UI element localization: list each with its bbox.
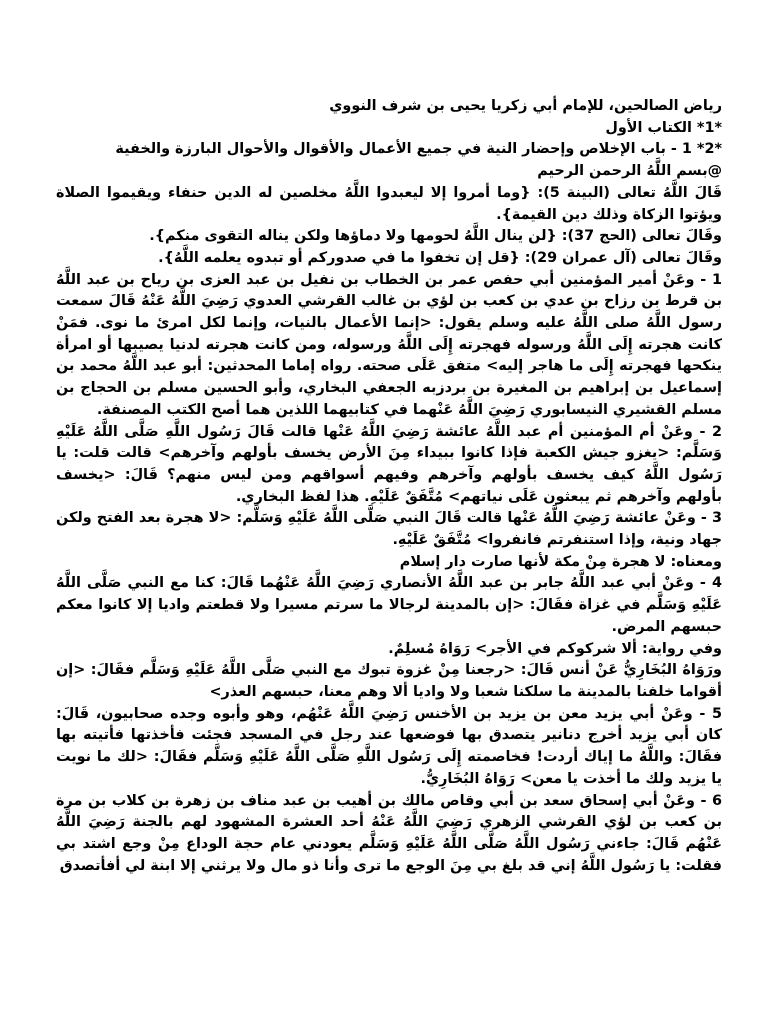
hadith-paragraph: ورَوَاهُ البُخَارِيُّ عَنْ أنس قَالَ: <رجعنا مِنْ غزوة تبوك مع النبي صَلَّى اللَّهُ عَلَيْهِ وَسَلَّم فقَالَ: <إن أقواما خلفنا بالمدينة ما سلكنا شعبا ولا واديا ألا وهم معنا، حبسهم العذر> [56, 662, 722, 700]
book-title-line: رياض الصالحين، للإمام أبي زكريا يحيى بن شرف النووي [329, 98, 722, 114]
hadith-paragraph: 2 - وعَنْ أم المؤمنين أم عبد اللَّهُ عائشة رَضِيَ اللَّهُ عَنْها قالت قَالَ رَسُول اللَّهِ صَلَّى اللَّهُ عَلَيْهِ وَسَلَّم: <يغزو جيش الكعبة فإذا كانوا ببيداء مِنَ الأرض يخسف بأولهم وآخرهم> قالت قلت: يا رَسُول اللَّهُ كيف يخسف بأولهم وآخرهم وفيهم أسواقهم ومن ليس منهم؟ قَالَ: <يخسف بأولهم وآخرهم ثم يبعثون عَلَى نياتهم> مُتَّفَقٌ عَلَيْهِ. هذا لفظ البخاري. [56, 423, 722, 505]
hadith-paragraph: 5 - وعَنْ أبي يزيد معن بن يزيد بن الأخنس رَضِيَ اللَّهُ عَنْهُم، وهو وأبوه وجده صحابيون، قَالَ: كان أبي يزيد أخرج دنانير يتصدق بها فوضعها عند رجل في المسجد فجئت فأخذتها فأتيته بها فقَالَ: واللَّهُ ما إياك أردت! فخاصمته إِلَى رَسُول اللَّهِ صَلَّى اللَّهُ عَلَيْهِ وَسَلَّم فقَالَ: <لك ما نويت يا يزيد ولك ما أخذت يا معن> رَوَاهُ البُخَارِيُّ. [56, 705, 722, 787]
hadith-paragraph: وفي رواية: ألا شركوكم في الأجر> رَوَاهُ مُسلِمٌ. [388, 640, 722, 657]
book-heading: *1* الكتاب الأول [605, 119, 722, 136]
verse-paragraph: قَالَ اللَّهُ تعالى (البينة 5): {وما أمروا إلا ليعبدوا اللَّهُ مخلصين له الدين حنفاء ويقيموا الصلاة ويؤتوا الزكاة وذلك دين القيمة}. [56, 184, 722, 223]
hadith-paragraph: 1 - وعَنْ أمير المؤمنين أبي حفص عمر بن الخطاب بن نفيل بن عبد العزى بن رياح بن عبد اللَّهُ بن قرط بن رزاح بن عدي بن كعب بن لؤي بن غالب القرشي العدوي رَضِيَ اللَّهُ عَنْهُ قَالَ سمعت رسول اللَّهُ صلى اللَّهُ عليه وسلم يقول: <إنما الأعمال بالنيات، وإنما لكل امرئ ما نوى. فمَنْ كانت هجرته إِلَى اللَّهُ ورسوله فهجرته إِلَى اللَّهُ ورسوله، ومن كانت هجرته لدنيا يصيبها أو امرأة ينكحها فهجرته إِلَى ما هاجر إليه> متفق عَلَى صحته. رواه إماما المحدثين: أبو عبد اللَّهُ محمد بن إسماعيل بن إبراهيم بن المغيرة بن بردزبه الجعفي البخاري، وأبو الحسين مسلم بن الحجاج بن مسلم القشيري النيسابوري رَضِيَ اللَّهُ عَنْهما في كتابيهما اللذين هما أصح الكتب المصنفة. [56, 271, 722, 418]
verse-paragraph: وقَالَ تعالى (الحج 37): {لن ينال اللَّهُ لحومها ولا دماؤها ولكن يناله التقوى منكم}. [149, 228, 722, 245]
chapter-heading: *2* 1 - باب الإخلاص وإحضار النية في جميع الأعمال والأقوال والأحوال البارزة والخفية [115, 141, 722, 158]
verse-paragraph: وقَالَ تعالى (آل عمران 29): {قل إن تخفوا ما في صدوركم أو تبدوه يعلمه اللَّهُ}. [158, 249, 722, 266]
document-page [56, 96, 722, 877]
hadith-paragraph: ومعناه: لا هجرة مِنْ مكة لأنها صارت دار إسلام [399, 553, 722, 570]
basmala: @بسم اللَّهُ الرحمن الرحيم [537, 163, 722, 180]
hadith-paragraph: 3 - وعَنْ عائشة رَضِيَ اللَّهُ عَنْها قالت قَالَ النبي صَلَّى اللَّهُ عَلَيْهِ وَسَلَّم: <لا هجرة بعد الفتح ولكن جهاد ونية، وإذا استنفرتم فانفروا> مُتَّفَقٌ عَلَيْهِ. [56, 510, 722, 549]
hadith-paragraph: 4 - وعَنْ أبي عبد اللَّهُ جابر بن عبد اللَّهُ الأنصاري رَضِيَ اللَّهُ عَنْهُما قَالَ: كنا مع النبي صَلَّى اللَّهُ عَلَيْهِ وَسَلَّم في غزاة فقَالَ: <إن بالمدينة لرجالا ما سرتم مسيرا ولا قطعتم واديا إلا كانوا معكم حبسهم المرض. [56, 575, 722, 635]
hadith-paragraph: 6 - وعَنْ أبي إسحاق سعد بن أبي وقاص مالك بن أهيب بن عبد مناف بن زهرة بن كلاب بن مرة بن كعب بن لؤي القرشي الزهري رَضِيَ اللَّهُ عَنْهُ أحد العشرة المشهود لهم بالجنة رَضِيَ اللَّهُ عَنْهُم قَالَ: جاءني رَسُول اللَّهُ صَلَّى اللَّهُ عَلَيْهِ وَسَلَّم يعودني عام حجة الوداع مِنْ وجع اشتد بي فقلت: يا رَسُول اللَّهُ إني قد بلغ بي مِنَ الوجع ما ترى وأنا ذو مال ولا يرثني إلا ابنة لي أفأتصدق [56, 792, 722, 874]
